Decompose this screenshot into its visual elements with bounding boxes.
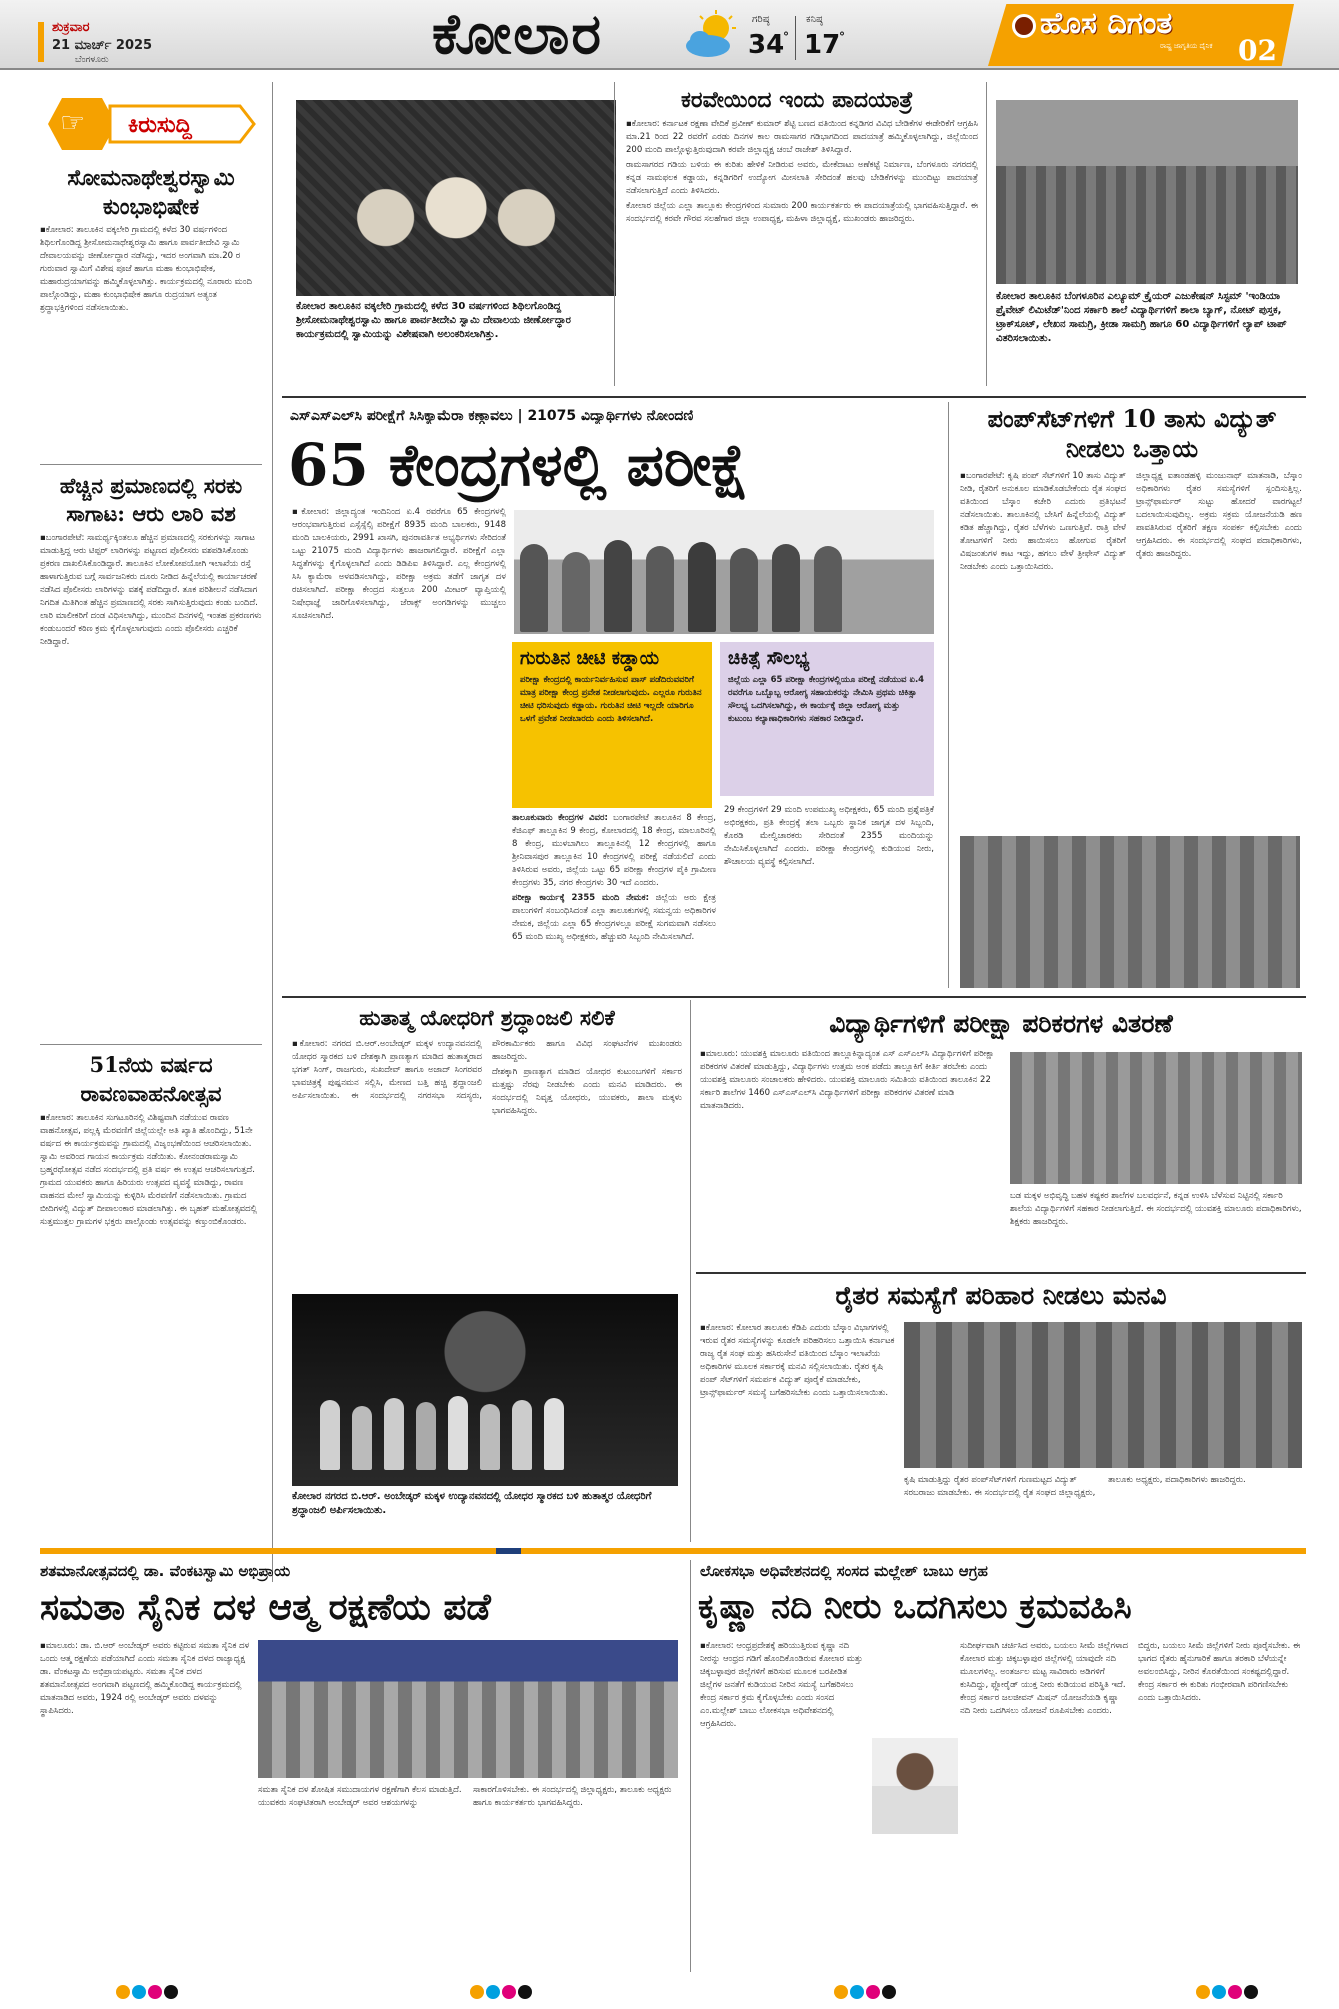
print-dot <box>148 1985 162 1999</box>
registration-marks-1 <box>116 1984 180 2003</box>
exam-body-col2 <box>508 506 510 507</box>
exam-id-box <box>512 642 712 808</box>
divider <box>40 464 262 465</box>
tribute-body <box>292 1038 682 1288</box>
kits-body-right: ಬಡ ಮಕ್ಕಳ ಅಭಿವೃದ್ಧಿ ಬಹಳ ಕಷ್ಟಕರ ಶಾಲೆಗಳ ಬಲವರ್ಧನೆ, ಕನ್ನಡ ಉಳಿಸಿ ಬೆಳೆಸುವ ನಿಟ್ಟಿನಲ್ಲಿ ಸರ್ಕಾರಿ ಶಾಲೆಯ ವಿದ್ಯಾರ್ಥಿಗಳಿಗೆ ಸಹಕಾರ ನೀಡಲಾಗುತ್ತಿದೆ. ಈ ಸಂದರ್ಭದಲ್ಲಿ ಯುವಶಕ್ತಿ ಮಾಲೂರು ಪದಾಧಿಕಾರಿಗಳು, ಶಿಕ್ಷಕರು ಹಾಜರಿದ್ದರು. <box>1010 1191 1302 1227</box>
column-rule <box>948 402 949 988</box>
print-dot <box>502 1985 516 1999</box>
samata-kicker: ಶತಮಾನೋತ್ಸವದಲ್ಲಿ ಡಾ. ವೆಂಕಟಸ್ವಾಮಿ ಅಭಿಪ್ರಾಯ <box>40 1562 291 1580</box>
exam-body-col2-lower <box>512 812 716 988</box>
print-dot <box>866 1985 880 1999</box>
pumpset-protest-photo <box>960 836 1300 988</box>
issue-city: ಬೆಂಗಳೂರು <box>75 55 109 65</box>
farmers-body-right: ಕೃಷಿ ಮಾಡುತ್ತಿದ್ದು ರೈತರ ಪಂಪ್‌ಸೆಟ್‌ಗಳಿಗೆ ಗುಣಮಟ್ಟದ ವಿದ್ಯುತ್ ಸರಬರಾಜು ಮಾಡಬೇಕು. ಈ ಸಂದರ್ಭದಲ್ಲಿ ರೈತ ಸಂಘದ ಜಿಲ್ಲಾಧ್ಯಕ್ಷರು, ತಾಲೂಕು ಅಧ್ಯಕ್ಷರು, ಪದಾಧಿಕಾರಿಗಳು ಹಾಜರಿದ್ದರು. <box>904 1475 1246 1498</box>
print-dot <box>1228 1985 1242 1999</box>
samata-body-right: ಸಮತಾ ಸೈನಿಕ ದಳ ಶೋಷಿತ ಸಮುದಾಯಗಳ ರಕ್ಷಣೆಗಾಗಿ ಕೆಲಸ ಮಾಡುತ್ತಿದೆ. ಯುವಕರು ಸಂಘಟಿತರಾಗಿ ಅಂಬೇಡ್ಕರ್ ಅವರ ಆಶಯಗಳನ್ನು ಸಾಕಾರಗೊಳಿಸಬೇಕು. ಈ ಸಂದರ್ಭದಲ್ಲಿ ಜಿಲ್ಲಾಧ್ಯಕ್ಷರು, ತಾಲೂಕು ಅಧ್ಯಕ್ಷರು ಹಾಗೂ ಕಾರ್ಯಕರ್ತರು ಭಾಗವಹಿಸಿದ್ದರು. <box>258 1785 672 1808</box>
district-name: ಕೋಲಾರ <box>432 1 603 67</box>
print-dot <box>1244 1985 1258 1999</box>
kiru-s3-head: 51ನೆಯ ವರ್ಷದ ರಾವಣವಾಹನೋತ್ಸವ <box>80 1052 222 1106</box>
person-figure <box>448 1396 468 1470</box>
registration-marks-4 <box>1196 1984 1260 2003</box>
exam-taluk-label: ತಾಲೂಕುವಾರು ಕೇಂದ್ರಗಳ ವಿವರ: <box>512 813 608 823</box>
temp-max: 34 <box>748 30 785 60</box>
person-figure <box>772 544 800 632</box>
person-figure <box>544 1398 564 1470</box>
issue-date: 21 ಮಾರ್ಚ್ 2025 <box>52 38 153 53</box>
exam-health-box-head: ಚಿಕಿತ್ಸೆ ಸೌಲಭ್ಯ <box>728 648 810 669</box>
print-dot <box>850 1985 864 1999</box>
kits-distribution-photo <box>1010 1052 1302 1184</box>
farmers-protest-photo <box>904 1322 1302 1468</box>
krishna-body-col2: ಸುದೀರ್ಘವಾಗಿ ಚರ್ಚಿಸಿದ ಅವರು, ಬಯಲು ಸೀಮೆ ಜಿಲ್ಲೆಗಳಾದ ಕೋಲಾರ ಮತ್ತು ಚಿಕ್ಕಬಳ್ಳಾಪುರ ಜಿಲ್ಲೆಗಳಲ್ಲಿ ಯಾವುದೇ ನದಿ ಮೂಲಗಳಿಲ್ಲ. ಅಂತರ್ಜಲ ಮಟ್ಟ ಸಾವಿರಾರು ಅಡಿಗಳಿಗೆ ಕುಸಿದಿದ್ದು, ಫ್ಲೋರೈಡ್ ಯುಕ್ತ ನೀರು ಕುಡಿಯುವ ಪರಿಸ್ಥಿತಿ ಇದೆ. ಕೇಂದ್ರ ಸರ್ಕಾರ ಜಲಜೀವನ್ ಮಿಷನ್ ಯೋಜನೆಯಡಿ ಕೃಷ್ಣಾ ನದಿ ನೀರು ಒದಗಿಸಲು ಯೋಜನೆ ರೂಪಿಸಬೇಕು ಎಂದರು. <box>960 1641 1129 1716</box>
mp-portrait-photo <box>872 1738 958 1834</box>
person-figure <box>512 1400 532 1470</box>
exam-health-box <box>720 642 934 796</box>
exam-staff-body: ಜಿಲ್ಲೆಯ ಅರು ಕ್ಷೇತ್ರ ಪಾಲುಗಳಿಗೆ ಸಂಬಂಧಿಸಿದಂತೆ ಎಲ್ಲಾ ತಾಲೂಕುಗಳಲ್ಲಿ ಸಮನ್ವಯ ಅಧಿಕಾರಿಗಳ ನೇಮಕ, ಜಿಲ್ಲೆಯ ಎಲ್ಲಾ 65 ಕೇಂದ್ರಗಳಲ್ಲೂ ಪರೀಕ್ಷೆ ಸುಗಮವಾಗಿ ನಡೆಸಲು 65 ಮಂದಿ ಮುಖ್ಯ ಅಧೀಕ್ಷಕರು, ಹೆಚ್ಚುವರಿ ಸಿಬ್ಬಂದಿ ನೇಮಿಸಲಾಗಿದೆ. <box>512 893 716 942</box>
section-color-bar <box>40 1548 1306 1554</box>
temp-min-label: ಕನಿಷ್ಠ <box>806 14 823 25</box>
exam-body-col1 <box>292 506 506 988</box>
print-dot <box>834 1985 848 1999</box>
column-rule <box>272 82 273 1582</box>
krishna-headline: ಕೃಷ್ಣಾ ನದಿ ನೀರು ಒದಗಿಸಲು ಕ್ರಮವಹಿಸಿ <box>698 1587 1132 1627</box>
tribute-p1: ▪ಕೋಲಾರ: ನಗರದ ಬಿ.ಆರ್.ಅಂಬೇಡ್ಕರ್ ಮಕ್ಕಳ ಉದ್ಯಾನವನದಲ್ಲಿ ಯೋಧರ ಸ್ಮಾರಕದ ಬಳಿ ದೇಶಕ್ಕಾಗಿ ಪ್ರಾಣತ್ಯಾಗ ಮಾಡಿದ ಹುತಾತ್ಮರಾದ ಭಗತ್ ಸಿಂಗ್, ರಾಜಗುರು, ಸುಖದೇವ್ ಹಾಗೂ ಅಜಾದ್ ಸಿಂಗರವರ ಭಾವಚಿತ್ರಕ್ಕೆ ಪುಷ್ಪನಮನ ಸಲ್ಲಿಸಿ, ಮೇಣದ ಬತ್ತಿ ಹಚ್ಚಿ ಶ್ರದ್ಧಾಂಜಲಿ ಅರ್ಪಿಸಲಾಯಿತು. ಈ ಸಂದರ್ಭದಲ್ಲಿ ನಗರಸಭಾ ಸದಸ್ಯರು, ಪೌರಕಾರ್ಮಿಕರು ಹಾಗೂ ವಿವಿಧ ಸಂಘಟನೆಗಳ ಮುಖಂಡರು ಹಾಜರಿದ್ದರು. <box>292 1039 682 1101</box>
print-dot <box>116 1985 130 1999</box>
registration-marks-3 <box>834 1984 898 2003</box>
students-laptop-photo <box>996 100 1298 284</box>
samata-body-left: ▪ಮಾಲೂರು: ಡಾ. ಬಿ.ಆರ್ ಅಂಬೇಡ್ಕರ್ ಅವರು ಕಟ್ಟಿರುವ ಸಮತಾ ಸೈನಿಕ ದಳ ಒಂದು ಆತ್ಮ ರಕ್ಷಣೆಯ ಪಡೆಯಾಗಿದೆ ಎಂದು ಸಮತಾ ಸೈನಿಕ ದಳದ ರಾಜ್ಯಾಧ್ಯಕ್ಷ ಡಾ. ವೆಂಕಟಸ್ವಾಮಿ ಅಭಿಪ್ರಾಯಪಟ್ಟರು. ಸಮತಾ ಸೈನಿಕ ದಳದ ಶತಮಾನೋತ್ಸವದ ಅಂಗವಾಗಿ ಪಟ್ಟಣದಲ್ಲಿ ಹಮ್ಮಿಕೊಂಡಿದ್ದ ಕಾರ್ಯಕ್ರಮದಲ್ಲಿ ಮಾತನಾಡಿದ ಅವರು, 1924 ರಲ್ಲಿ ಅಂಬೇಡ್ಕರ್ ಅವರು ದಳವನ್ನು ಸ್ಥಾಪಿಸಿದರು. <box>40 1641 250 1716</box>
paper-tagline: ರಾಷ್ಟ್ರ ಜಾಗೃತಿಯ ದೈನಿಕ <box>1160 42 1213 50</box>
print-dot <box>486 1985 500 1999</box>
print-dot <box>1212 1985 1226 1999</box>
person-figure <box>562 552 590 632</box>
person-figure <box>604 540 632 632</box>
samata-event-photo <box>258 1640 678 1778</box>
person-figure <box>320 1400 340 1470</box>
temp-max-degree: ° <box>783 30 789 44</box>
print-dot <box>518 1985 532 1999</box>
kiru-s2-head: ಹೆಚ್ಚಿನ ಪ್ರಮಾಣದಲ್ಲಿ ಸರಕು ಸಾಗಾಟ: ಆರು ಲಾರಿ ವಶ <box>59 473 243 526</box>
temp-min-degree: ° <box>839 30 845 44</box>
person-figure <box>352 1406 372 1470</box>
print-dot <box>470 1985 484 1999</box>
pumpset-body <box>960 470 1302 830</box>
print-dot <box>132 1985 146 1999</box>
paper-logo-emblem-icon <box>1012 14 1036 38</box>
section-divider <box>696 1272 1306 1274</box>
divider <box>40 1044 262 1045</box>
tribute-caption: ಕೋಲಾರ ನಗರದ ಬಿ.ಆರ್. ಅಂಬೇಡ್ಕರ್ ಮಕ್ಕಳ ಉದ್ಯಾನವನದಲ್ಲಿ ಯೋಧರ ಸ್ಮಾರಕದ ಬಳಿ ಹುತಾತ್ಮರ ಯೋಧರಿಗೆ ಶ್ರದ್ಧಾಂಜಲಿ ಅರ್ಪಿಸಲಾಯಿತು. <box>292 1491 652 1516</box>
pointing-hand-icon: ☞ <box>60 106 86 139</box>
kits-head: ವಿದ್ಯಾರ್ಥಿಗಳಿಗೆ ಪರೀಕ್ಷಾ ಪರಿಕರಗಳ ವಿತರಣೆ <box>829 1009 1173 1038</box>
exam-id-box-body: ಪರೀಕ್ಷಾ ಕೇಂದ್ರದಲ್ಲಿ ಕಾರ್ಯನಿರ್ವಹಿಸುವ ಪಾಸ್ ಪಡೆದಿರುವವರಿಗೆ ಮಾತ್ರ ಪರೀಕ್ಷಾ ಕೇಂದ್ರ ಪ್ರವೇಶ ನೀಡಲಾಗುವುದು. ಎಲ್ಲರೂ ಗುರುತಿನ ಚೀಟಿ ಧರಿಸುವುದು ಕಡ್ಡಾಯ. ಗುರುತಿನ ಚೀಟಿ ಇಲ್ಲದೇ ಯಾರಿಗೂ ಒಳಗೆ ಪ್ರವೇಶ ನೀಡಬಾರದು ಎಂದು ತಿಳಿಸಲಾಗಿದೆ. <box>520 675 702 724</box>
person-figure <box>520 544 548 632</box>
weather-icon <box>682 10 740 60</box>
column-rule <box>690 1560 691 1972</box>
krishna-body-col1: ▪ಕೋಲಾರ: ಆಂಧ್ರಪ್ರದೇಶಕ್ಕೆ ಹರಿಯುತ್ತಿರುವ ಕೃಷ್ಣಾ ನದಿ ನೀರನ್ನು ಆಂಧ್ರದ ಗಡಿಗೆ ಹೊಂದಿಕೊಂಡಿರುವ ಕೋಲಾರ ಮತ್ತು ಚಿಕ್ಕಬಳ್ಳಾಪುರ ಜಿಲ್ಲೆಗಳಿಗೆ ಹರಿಸುವ ಮೂಲಕ ಬರಪೀಡಿತ ಜಿಲ್ಲೆಗಳ ಜನತೆಗೆ ಕುಡಿಯುವ ನೀರಿನ ಸಮಸ್ಯೆ ಬಗೆಹರಿಸಲು ಕೇಂದ್ರ ಸರ್ಕಾರ ಕ್ರಮ ಕೈಗೊಳ್ಳಬೇಕು ಎಂದು ಸಂಸದ ಎಂ.ಮಲ್ಲೇಶ್ ಬಾಬು ಲೋಕಸಭಾ ಅಧಿವೇಶನದಲ್ಲಿ ಆಗ್ರಹಿಸಿದರು. <box>700 1641 863 1729</box>
exam-id-box-head: ಗುರುತಿನ ಚೀಟಿ ಕಡ್ಡಾಯ <box>520 648 660 669</box>
kiru-s1-head: ಸೋಮನಾಥೇಶ್ವರಸ್ವಾಮಿ ಕುಂಭಾಭಿಷೇಕ <box>67 165 235 220</box>
samata-headline: ಸಮತಾ ಸೈನಿಕ ದಳ ಆತ್ಮ ರಕ್ಷಣೆಯ ಪಡೆ <box>40 1586 491 1628</box>
person-figure <box>646 546 674 632</box>
section-divider <box>282 396 1306 398</box>
farmers-body-left: ▪ಕೋಲಾರ: ಕೋಲಾರ ತಾಲೂಕು ಕೆಡಿಪಿ ಎದುರು ಬೆಸ್ಕಾಂ ವಿಭಾಗಗಳಲ್ಲಿ ಇರುವ ರೈತರ ಸಮಸ್ಯೆಗಳನ್ನು ಕೂಡಲೇ ಪರಿಹರಿಸಲು ಒತ್ತಾಯಿಸಿ ಕರ್ನಾಟಕ ರಾಜ್ಯ ರೈತ ಸಂಘ ಮತ್ತು ಹಸಿರುಸೇನೆ ವತಿಯಿಂದ ಬೆಸ್ಕಾಂ ಇಲಾಖೆಯ ಅಧಿಕಾರಿಗಳ ಮೂಲಕ ಸರ್ಕಾರಕ್ಕೆ ಮನವಿ ಸಲ್ಲಿಸಲಾಯಿತು. ರೈತರ ಕೃಷಿ ಪಂಪ್ ಸೆಟ್‌ಗಳಿಗೆ ಸಮರ್ಪಕ ವಿದ್ಯುತ್ ಪೂರೈಕೆ ಮಾಡಬೇಕು, ಟ್ರಾನ್ಸ್‌ಫಾರ್ಮರ್ ಸಮಸ್ಯೆ ಬಗೆಹರಿಸಬೇಕು ಎಂದು ಒತ್ತಾಯಿಸಲಾಯಿತು. <box>700 1323 895 1398</box>
kiru-s3-body: ▪ಕೋಲಾರ: ತಾಲೂಕಿನ ಸುಗಟೂರಿನಲ್ಲಿ ವಿಶಿಷ್ಟವಾಗಿ ನಡೆಯುವ ರಾವಣ ವಾಹನೋತ್ಸವ, ಪಲ್ಲಕ್ಕಿ ಮೆರವಣಿಗೆ ಜಿಲ್ಲೆಯಲ್ಲೇ ಅತಿ ಖ್ಯಾತಿ ಹೊಂದಿದ್ದು, 51ನೇ ವರ್ಷದ ಈ ಕಾರ್ಯಕ್ರಮವನ್ನು ಗ್ರಾಮದಲ್ಲಿ ವಿಜೃಂಭಣೆಯಿಂದ ಆಚರಿಸಲಾಯಿತು. ಸ್ವಾಮಿ ಅವರಿಂದ ಗಾಯನ ಕಾರ್ಯಕ್ರಮ ನಡೆಯಿತು. ಕೋನಂಡರಾಮಸ್ವಾಮಿ ಬ್ರಹ್ಮರಥೋತ್ಸವ ನಡೆದ ಸಂದರ್ಭದಲ್ಲಿ ಪ್ರತಿ ವರ್ಷ ಈ ಉತ್ಸವ ಆಚರಿಸಲಾಗುತ್ತದೆ. ಗ್ರಾಮದ ಯುವಕರು ಹಾಗೂ ಹಿರಿಯರು ಉತ್ಸವದ ವ್ಯವಸ್ಥೆ ಮಾಡಿದ್ದು, ರಾವಣ ವಾಹನದ ಮೇಲೆ ಸ್ವಾಮಿಯನ್ನು ಕುಳ್ಳಿರಿಸಿ ಮೆರವಣಿಗೆ ನಡೆಸಲಾಯಿತು. ಗ್ರಾಮದ ಬೀದಿಗಳಲ್ಲಿ ವಿದ್ಯುತ್ ದೀಪಾಲಂಕಾರ ಮಾಡಲಾಗಿತ್ತು. ಈ ಬೃಹತ್ ಮಹೋತ್ಸವದಲ್ಲಿ ಸುತ್ತಮುತ್ತಲ ಗ್ರಾಮಗಳ ಭಕ್ತರು ಪಾಲ್ಗೊಂಡು ಉತ್ಸವವನ್ನು ಕಣ್ತುಂಬಿಕೊಂಡರು. <box>40 1113 258 1227</box>
person-figure <box>688 542 716 632</box>
exam-health-box-body: ಜಿಲ್ಲೆಯ ಎಲ್ಲಾ 65 ಪರೀಕ್ಷಾ ಕೇಂದ್ರಗಳಲ್ಲಿಯೂ ಪರೀಕ್ಷೆ ನಡೆಯುವ ಏ.4 ರವರೆಗೂ ಒಬ್ಬೊಬ್ಬ ಆರೋಗ್ಯ ಸಹಾಯಕರನ್ನು ನೇಮಿಸಿ ಪ್ರಥಮ ಚಿಕಿತ್ಸಾ ಸೌಲಭ್ಯ ಒದಗಿಸಲಾಗಿದ್ದು, ಈ ಕಾರ್ಯಕ್ಕೆ ಜಿಲ್ಲಾ ಆರೋಗ್ಯ ಮತ್ತು ಕುಟುಂಬ ಕಲ್ಯಾಣಾಧಿಕಾರಿಗಳು ಸಹಕಾರ ನೀಡಿದ್ದಾರೆ. <box>728 675 925 724</box>
print-dot <box>1196 1985 1210 1999</box>
kiru-s2-body: ▪ಬಂಗಾರಪೇಟೆ: ಸಾಮರ್ಥ್ಯಕ್ಕಿಂತಲೂ ಹೆಚ್ಚಿನ ಪ್ರಮಾಣದಲ್ಲಿ ಸರಕುಗಳನ್ನು ಸಾಗಾಟ ಮಾಡುತ್ತಿದ್ದ ಆರು ಟಿಪ್ಪರ್ ಲಾರಿಗಳನ್ನು ಪಟ್ಟಣದ ಪೊಲೀಸರು ವಶಪಡಿಸಿಕೊಂಡು ಪ್ರಕರಣ ದಾಖಲಿಸಿಕೊಂಡಿದ್ದಾರೆ. ತಾಲೂಕಿನ ಲೋಕೋಪಯೋಗಿ ಇಲಾಖೆಯ ರಸ್ತೆ ಹಾಳಾಗುತ್ತಿರುವ ಬಗ್ಗೆ ಸಾರ್ವಜನಿಕರು ದೂರು ನೀಡಿದ ಹಿನ್ನೆಲೆಯಲ್ಲಿ ಕಾರ್ಯಾಚರಣೆ ನಡೆಸಿದ ಪೊಲೀಸರು ಲಾರಿಗಳನ್ನು ವಶಕ್ಕೆ ಪಡೆದಿದ್ದಾರೆ. ತೂಕ ಪರಿಶೀಲನೆ ನಡೆಸಿದಾಗ ನಿಗದಿತ ಮಿತಿಗಿಂತ ಹೆಚ್ಚಿನ ಪ್ರಮಾಣದಲ್ಲಿ ಸರಕು ಸಾಗಿಸುತ್ತಿರುವುದು ಕಂಡು ಬಂದಿದೆ. ಲಾರಿ ಮಾಲೀಕರಿಗೆ ದಂಡ ವಿಧಿಸಲಾಗಿದ್ದು, ಮುಂದಿನ ದಿನಗಳಲ್ಲಿ ಇಂತಹ ಪ್ರಕರಣಗಳು ಕಂಡುಬಂದರೆ ಕಠಿಣ ಕ್ರಮ ಕೈಗೊಳ್ಳಲಾಗುವುದು ಎಂದು ಪೊಲೀಸರು ಎಚ್ಚರಿಕೆ ನೀಡಿದ್ದಾರೆ. <box>40 533 262 647</box>
exam-body-col3 <box>724 804 934 988</box>
exam-taluk-body: ಬಂಗಾರಪೇಟೆ ತಾಲೂಕಿನ 8 ಕೇಂದ್ರ, ಕೆಜಿಎಫ್ ತಾಲ್ಲೂಕಿನ 9 ಕೇಂದ್ರ, ಕೋಲಾರದಲ್ಲಿ 18 ಕೇಂದ್ರ, ಮಾಲೂರಿನಲ್ಲಿ 8 ಕೇಂದ್ರ, ಮುಳಬಾಗಿಲು ತಾಲ್ಲೂಕಿನಲ್ಲಿ 12 ಕೇಂದ್ರಗಳಲ್ಲಿ ಹಾಗೂ ಶ್ರೀನಿವಾಸಪುರ ತಾಲ್ಲೂಕಿನ 10 ಕೇಂದ್ರಗಳಲ್ಲಿ ಪರೀಕ್ಷೆ ನಡೆಯಲಿದೆ ಎಂದು ತಿಳಿಸಿರುವ ಅವರು, ಜಿಲ್ಲೆಯ ಒಟ್ಟು 65 ಪರೀಕ್ಷಾ ಕೇಂದ್ರಗಳ ಪೈಕಿ ಗ್ರಾಮೀಣ ಕೇಂದ್ರಗಳು 35, ನಗರ ಕೇಂದ್ರಗಳು 30 ಇದೆ ಎಂದರು. <box>512 813 716 888</box>
kiru-badge-label: ಕಿರುಸುದ್ದಿ <box>128 112 192 138</box>
exam-kicker: ಎಸ್‌ಎಸ್‌ಎಲ್‌ಸಿ ಪರೀಕ್ಷೆಗೆ ಸಿಸಿಕ್ಯಾಮೆರಾ ಕಣ್ಗಾವಲು | 21075 ವಿದ್ಯಾರ್ಥಿಗಳು ನೋಂದಣಿ <box>290 408 694 424</box>
tribute-p2: ದೇಶಕ್ಕಾಗಿ ಪ್ರಾಣತ್ಯಾಗ ಮಾಡಿದ ಯೋಧರ ಕುಟುಂಬಗಳಿಗೆ ಸರ್ಕಾರ ಮತ್ತಷ್ಟು ನೆರವು ನೀಡಬೇಕು ಎಂದು ಮನವಿ ಮಾಡಿದರು. ಈ ಸಂದರ್ಭದಲ್ಲಿ ನಿವೃತ್ತ ಯೋಧರು, ಯುವಕರು, ಶಾಲಾ ಮಕ್ಕಳು ಭಾಗವಹಿಸಿದ್ದರು. <box>492 1067 682 1116</box>
registration-marks-2 <box>470 1984 534 2003</box>
temple-photo <box>296 100 616 296</box>
exam-meeting-people <box>520 528 930 632</box>
person-figure <box>416 1402 436 1470</box>
column-rule <box>986 82 987 386</box>
farmers-head: ರೈತರ ಸಮಸ್ಯೆಗೆ ಪರಿಹಾರ ನೀಡಲು ಮನವಿ <box>835 1281 1167 1310</box>
krishna-body-col3: ಬಿದ್ದರು, ಬಯಲು ಸೀಮೆ ಜಿಲ್ಲೆಗಳಿಗೆ ನೀರು ಪೂರೈಸಬೇಕು. ಈ ಭಾಗದ ರೈತರು ಹೈನುಗಾರಿಕೆ ಹಾಗೂ ತರಕಾರಿ ಬೆಳೆಯನ್ನೇ ಅವಲಂಬಿಸಿದ್ದು, ನೀರಿನ ಕೊರತೆಯಿಂದ ಸಂಕಷ್ಟದಲ್ಲಿದ್ದಾರೆ. ಕೇಂದ್ರ ಸರ್ಕಾರ ಈ ಕುರಿತು ಗಂಭೀರವಾಗಿ ಪರಿಗಣಿಸಬೇಕು ಎಂದು ಒತ್ತಾಯಿಸಿದರು. <box>1138 1641 1301 1703</box>
students-laptop-caption: ಕೋಲಾರ ತಾಲೂಕಿನ ಬೆಂಗಳೂರಿನ ಎಲ್ಯೂಮ್ ಕ್ರೈಯರ್ ಎಜುಕೇಷನ್ ಸಿಸ್ಟಮ್ 'ಇಂಡಿಯಾ ಪ್ರೈವೇಟ್ ಲಿಮಿಟೆಡ್'ನಿಂದ ಸರ್ಕಾರಿ ಶಾಲೆ ವಿದ್ಯಾರ್ಥಿಗಳಿಗೆ ಶಾಲಾ ಬ್ಯಾಗ್, ನೋಟ್ ಪುಸ್ತಕ, ಟ್ರಾಕ್‌ಸೂಟ್, ಲೇಖನ ಸಾಮಗ್ರಿ, ಕ್ರೀಡಾ ಸಾಮಗ್ರಿ ಹಾಗೂ 60 ವಿದ್ಯಾರ್ಥಿಗಳಿಗೆ ಲ್ಯಾಪ್ ಟಾಪ್ ವಿತರಿಸಲಾಯಿತು. <box>996 291 1287 344</box>
temp-divider <box>795 16 796 60</box>
person-figure <box>730 548 758 632</box>
pumpset-p1: ▪ಬಂಗಾರಪೇಟೆ: ಕೃಷಿ ಪಂಪ್ ಸೆಟ್‌ಗಳಿಗೆ 10 ತಾಸು ವಿದ್ಯುತ್ ನೀಡಿ, ರೈತರಿಗೆ ಅನುಕೂಲ ಮಾಡಿಕೊಡಬೇಕೆಂದು ರೈತ ಸಂಘದ ವತಿಯಿಂದ ಬೆಸ್ಕಾಂ ಕಚೇರಿ ಎದುರು ಪ್ರತಿಭಟನೆ ನಡೆಸಲಾಯಿತು. ತಾಲೂಕಿನಲ್ಲಿ ಬೇಸಿಗೆ ಹಿನ್ನೆಲೆಯಲ್ಲಿ ವಿದ್ಯುತ್ ಕಡಿತ ಹೆಚ್ಚಾಗಿದ್ದು, ರೈತರ ಬೆಳೆಗಳು ಒಣಗುತ್ತಿವೆ. ರಾತ್ರಿ ವೇಳೆ ತೋಟಗಳಿಗೆ ನೀರು ಹಾಯಿಸಲು ಹೋಗುವ ರೈತರಿಗೆ ವಿಷಜಂತುಗಳ ಕಾಟ ಇದ್ದು, ಹಗಲು ವೇಳೆ ತ್ರೀಫೇಸ್ ವಿದ್ಯುತ್ ನೀಡಬೇಕು ಎಂದು ಒತ್ತಾಯಿಸಿದರು. <box>960 471 1126 572</box>
pumpset-head: ಪಂಪ್‌ಸೆಟ್‌ಗಳಿಗೆ 10 ತಾಸು ವಿದ್ಯುತ್ ನೀಡಲು ಒತ್ತಾಯ <box>987 404 1277 463</box>
column-rule <box>614 82 615 386</box>
page-number: 02 <box>1238 34 1277 67</box>
krishna-kicker: ಲೋಕಸಭಾ ಅಧಿವೇಶನದಲ್ಲಿ ಸಂಸದ ಮಲ್ಲೇಶ್ ಬಾಬು ಆಗ್ರಹ <box>700 1562 988 1580</box>
column-rule <box>690 1000 691 1542</box>
person-figure <box>384 1398 404 1470</box>
kits-body-left: ▪ಮಾಲೂರು: ಯುವಶಕ್ತಿ ಮಾಲೂರು ವತಿಯಿಂದ ತಾಲ್ಲೂಕಿನ್ನಾದ್ಯಂತ ಎಸ್ ಎಸ್ಎಲ್‌ಸಿ ವಿದ್ಯಾರ್ಥಿಗಳಿಗೆ ಪರೀಕ್ಷಾ ಪರಿಕರಗಳ ವಿತರಣೆ ಮಾಡುತ್ತಿದ್ದು, ವಿದ್ಯಾರ್ಥಿಗಳು ಉತ್ತಮ ಅಂಕ ಪಡೆದು ತಾಲ್ಲೂಕಿಗೆ ಕೀರ್ತಿ ತರಬೇಕು ಎಂದು ಯುವಶಕ್ತಿ ಮಾಲೂರು ಸಂಚಾಲಕರು ಹೇಳಿದರು. ಯುವಶಕ್ತಿ ಮಾಲೂರು ಸಮಿತಿಯ ವತಿಯಿಂದ ತಾಲೂಕಿನ 22 ಸರ್ಕಾರಿ ಶಾಲೆಗಳ 1460 ಎಸ್ಎಸ್ಎಲ್‌ಸಿ ವಿದ್ಯಾರ್ಥಿಗಳಿಗೆ ಪರೀಕ್ಷಾ ಪರಿಕರಗಳ ವಿತರಣೆ ಮಾಡಿ ಮಾತನಾಡಿದರು. <box>700 1049 995 1111</box>
tribute-memorial-people <box>320 1380 660 1470</box>
person-figure <box>814 546 842 632</box>
exam-p3: 29 ಕೇಂದ್ರಗಳಿಗೆ 29 ಮಂದಿ ಉಪಮುಖ್ಯ ಅಧೀಕ್ಷಕರು, 65 ಮಂದಿ ಪ್ರಶ್ನೆಪತ್ರಿಕೆ ಅಭಿರಕ್ಷಕರು, ಪ್ರತಿ ಕೇಂದ್ರಕ್ಕೆ ತಲಾ ಒಬ್ಬರು ಸ್ಥಾನಿಕ ಜಾಗೃತ ದಳ ಸಿಬ್ಬಂದಿ, ಕೊಠಡಿ ಮೇಲ್ವಿಚಾರಕರು ಸೇರಿದಂತೆ 2355 ಮಂದಿಯನ್ನು ನೇಮಿಸಿಕೊಳ್ಳಲಾಗಿದೆ ಎಂದರು. ಪರೀಕ್ಷಾ ಕೇಂದ್ರಗಳಲ್ಲಿ ಕುಡಿಯುವ ನೀರು, ಶೌಚಾಲಯ ವ್ಯವಸ್ಥೆ ಕಲ್ಪಿಸಲಾಗಿದೆ. <box>724 805 934 867</box>
tribute-head: ಹುತಾತ್ಮ ಯೋಧರಿಗೆ ಶ್ರದ್ಧಾಂಜಲಿ ಸಲಿಕೆ <box>359 1005 615 1030</box>
section-divider <box>282 996 1306 998</box>
print-dot <box>164 1985 178 1999</box>
padayatre-head: ಕರವೇಯಿಂದ ಇಂದು ಪಾದಯಾತ್ರೆ <box>681 87 913 113</box>
paper-name: ಹೊಸ ದಿಗಂತ <box>1040 6 1173 41</box>
padayatre-p1: ▪ಕೋಲಾರ: ಕರ್ನಾಟಕ ರಕ್ಷಣಾ ವೇದಿಕೆ ಪ್ರವೀಣ್ ಕುಮಾರ್ ಶೆಟ್ಟಿ ಬಣದ ವತಿಯಿಂದ ಕನ್ನಡಿಗರ ವಿವಿಧ ಬೇಡಿಕೆಗಳ ಈಡೇರಿಕೆಗೆ ಆಗ್ರಹಿಸಿ ಮಾ.21 ರಿಂದ 22 ರವರೆಗೆ ಎರಡು ದಿನಗಳ ಕಾಲ ರಾಮಸಾಗರ ಗಡಿಭಾಗದಿಂದ ಪಾದಯಾತ್ರೆ ಹಮ್ಮಿಕೊಳ್ಳಲಾಗಿದ್ದು, ಜಿಲ್ಲೆಯಿಂದ 200 ಮಂದಿ ಪಾಲ್ಗೊಳ್ಳುತ್ತಿರುವುದಾಗಿ ಕರವೇ ಜಿಲ್ಲಾಧ್ಯಕ್ಷ ಚಂಬೆ ರಾಜೇಶ್ ತಿಳಿಸಿದ್ದಾರೆ. <box>626 119 978 155</box>
person-figure <box>480 1404 500 1470</box>
date-accent-bar <box>38 22 44 62</box>
exam-headline: 65 ಕೇಂದ್ರಗಳಲ್ಲಿ ಪರೀಕ್ಷೆ <box>288 431 749 499</box>
padayatre-body <box>626 118 978 386</box>
kiru-s1-body: ▪ಕೋಲಾರ: ತಾಲೂಕಿನ ವಕ್ಕಲೇರಿ ಗ್ರಾಮದಲ್ಲಿ ಕಳೆದ 30 ವರ್ಷಗಳಿಂದ ಶಿಥಿಲಗೊಂಡಿದ್ದ ಶ್ರೀಸೋಮನಾಥೇಶ್ವರಸ್ವಾಮಿ ಹಾಗೂ ಪಾರ್ವತೀದೇವಿ ಸ್ವಾಮಿ ದೇವಾಲಯವನ್ನು ಜೀರ್ಣೋದ್ಧಾರ ನಡೆಸಿದ್ದು, ಇದರ ಅಂಗವಾಗಿ ಮಾ.20 ರ ಗುರುವಾರ ಸ್ವಾಮಿಗೆ ವಿಶೇಷ ಪೂಜೆ ಹಾಗೂ ಮಹಾ ಕುಂಭಾಭಿಷೇಕ, ಮಹಾರುದ್ರಯಾಗವನ್ನು ಹಮ್ಮಿಕೊಳ್ಳಲಾಗಿತ್ತು. ಕಾರ್ಯಕ್ರಮದಲ್ಲಿ ನೂರಾರು ಮಂದಿ ಪಾಲ್ಗೊಂಡಿದ್ದು, ಮಹಾ ಕುಂಭಾಭಿಷೇಕ ಹಾಗೂ ರುದ್ರಯಾಗ ಅತ್ಯಂತ ಶ್ರದ್ಧಾಭಕ್ತಿಗಳಿಂದ ನಡೆಸಲಾಯಿತು. <box>40 225 252 313</box>
issue-day: ಶುಕ್ರವಾರ <box>52 20 90 35</box>
exam-staff-label: ಪರೀಕ್ಷಾ ಕಾರ್ಯಕ್ಕೆ 2355 ಮಂದಿ ನೇಮಕ: <box>512 893 649 903</box>
exam-p1: ▪ಕೋಲಾರ: ಜಿಲ್ಲಾದ್ಯಂತ ಇಂದಿನಿಂದ ಏ.4 ರವರೆಗೂ 65 ಕೇಂದ್ರಗಳಲ್ಲಿ ಆರಂಭವಾಗುತ್ತಿರುವ ಎಸ್ಸೆಸ್ಸೆಲ್ಸಿ ಪರೀಕ್ಷೆಗೆ 8935 ಮಂದಿ ಬಾಲಕರು, 9148 ಮಂದಿ ಬಾಲಕಿಯರು, 2991 ಖಾಸಗಿ, ಪುನರಾವರ್ತಿತ ಅಭ್ಯರ್ಥಿಗಳು ಸೇರಿದಂತೆ ಒಟ್ಟು 21075 ಮಂದಿ ವಿದ್ಯಾರ್ಥಿಗಳು ಹಾಜರಾಗಲಿದ್ದಾರೆ. ಪರೀಕ್ಷೆಗೆ ಎಲ್ಲಾ ಸಿದ್ಧತೆಗಳನ್ನು ಕೈಗೊಳ್ಳಲಾಗಿದೆ ಎಂದು ಡಿಡಿಪಿಐ ತಿಳಿಸಿದ್ದಾರೆ. ಎಲ್ಲ ಕೇಂದ್ರಗಳಲ್ಲಿ ಸಿಸಿ ಕ್ಯಾಮೆರಾ ಅಳವಡಿಸಲಾಗಿದ್ದು, ಪರೀಕ್ಷಾ ಅಕ್ರಮ ತಡೆಗೆ ಜಾಗೃತ ದಳ ರಚಿಸಲಾಗಿದೆ. ಪರೀಕ್ಷಾ ಕೇಂದ್ರದ ಸುತ್ತಲೂ 200 ಮೀಟರ್ ವ್ಯಾಪ್ತಿಯಲ್ಲಿ ನಿಷೇಧಾಜ್ಞೆ ಜಾರಿಗೊಳಿಸಲಾಗಿದ್ದು, ಜೆರಾಕ್ಸ್ ಅಂಗಡಿಗಳನ್ನು ಮುಚ್ಚಲು ಸೂಚಿಸಲಾಗಿದೆ. <box>292 507 506 621</box>
padayatre-p3: ಕೋಲಾರ ಜಿಲ್ಲೆಯ ಎಲ್ಲಾ ತಾಲ್ಲೂಕು ಕೇಂದ್ರಗಳಿಂದ ಸುಮಾರು 200 ಕಾರ್ಯಕರ್ತರು ಈ ಪಾದಯಾತ್ರೆಯಲ್ಲಿ ಭಾಗವಹಿಸುತ್ತಿದ್ದಾರೆ. ಈ ಸಂದರ್ಭದಲ್ಲಿ ಕರವೇ ಗೌರವ ಸಲಹೆಗಾರ ಜಿಲ್ಲಾ ಉಪಾಧ್ಯಕ್ಷ, ಮಹಿಳಾ ಜಿಲ್ಲಾಧ್ಯಕ್ಷೆ, ಮುಖಂಡರು ಹಾಜರಿದ್ದರು. <box>626 201 978 224</box>
pumpset-p2: ಜಿಲ್ಲಾಧ್ಯಕ್ಷ ಐತಾಂಡಹಳ್ಳಿ ಮಂಜುನಾಥ್ ಮಾತನಾಡಿ, ಬೆಸ್ಕಾಂ ಅಧಿಕಾರಿಗಳು ರೈತರ ಸಮಸ್ಯೆಗಳಿಗೆ ಸ್ಪಂದಿಸುತ್ತಿಲ್ಲ. ಟ್ರಾನ್ಸ್‌ಫಾರ್ಮರ್ ಸುಟ್ಟು ಹೋದರೆ ವಾರಗಟ್ಟಲೆ ಬದಲಾಯಿಸುವುದಿಲ್ಲ. ಅಕ್ರಮ ಸಕ್ರಮ ಯೋಜನೆಯಡಿ ಹಣ ಪಾವತಿಸಿರುವ ರೈತರಿಗೆ ತಕ್ಷಣ ಸಂಪರ್ಕ ಕಲ್ಪಿಸಬೇಕು ಎಂದು ಆಗ್ರಹಿಸಿದರು. ಈ ಸಂದರ್ಭದಲ್ಲಿ ಸಂಘದ ಪದಾಧಿಕಾರಿಗಳು, ರೈತರು ಹಾಜರಿದ್ದರು. <box>1136 471 1302 559</box>
print-dot <box>882 1985 896 1999</box>
temp-min: 17 <box>804 30 841 60</box>
temp-max-label: ಗರಿಷ್ಠ <box>752 14 770 25</box>
padayatre-p2: ರಾಮಸಾಗರದ ಗಡಿಯ ಬಳಿಯ ಈ ಕುರಿತು ಹೇಳಿಕೆ ನೀಡಿರುವ ಅವರು, ಮೇಕೆದಾಟು ಅಣೆಕಟ್ಟೆ ನಿರ್ಮಾಣ, ಬೆಂಗಳೂರು ನಗರದಲ್ಲಿ ಕನ್ನಡ ನಾಮಫಲಕ ಕಡ್ಡಾಯ, ಕನ್ನಡಿಗರಿಗೆ ಉದ್ಯೋಗ ಮೀಸಲಾತಿ ಸೇರಿದಂತೆ ಹಲವು ಬೇಡಿಕೆಗಳನ್ನು ಮುಂದಿಟ್ಟು ಪಾದಯಾತ್ರೆ ನಡೆಸಲಾಗುತ್ತಿದೆ ಎಂದು ತಿಳಿಸಿದರು. <box>626 160 978 196</box>
temple-photo-caption: ಕೋಲಾರ ತಾಲೂಕಿನ ವಕ್ಕಲೇರಿ ಗ್ರಾಮದಲ್ಲಿ ಕಳೆದ 30 ವರ್ಷಗಳಿಂದ ಶಿಥಿಲಗೊಂಡಿದ್ದ ಶ್ರೀಸೋಮನಾಥೇಶ್ವರಸ್ವಾಮಿ ಹಾಗೂ ಪಾರ್ವತೀದೇವಿ ಸ್ವಾಮಿ ದೇವಾಲಯ ಜೀರ್ಣೋದ್ಧಾರ ಕಾರ್ಯಕ್ರಮದಲ್ಲಿ ಸ್ವಾಮಿಯನ್ನು ವಿಶೇಷವಾಗಿ ಅಲಂಕರಿಸಲಾಗಿತ್ತು. <box>296 301 571 340</box>
